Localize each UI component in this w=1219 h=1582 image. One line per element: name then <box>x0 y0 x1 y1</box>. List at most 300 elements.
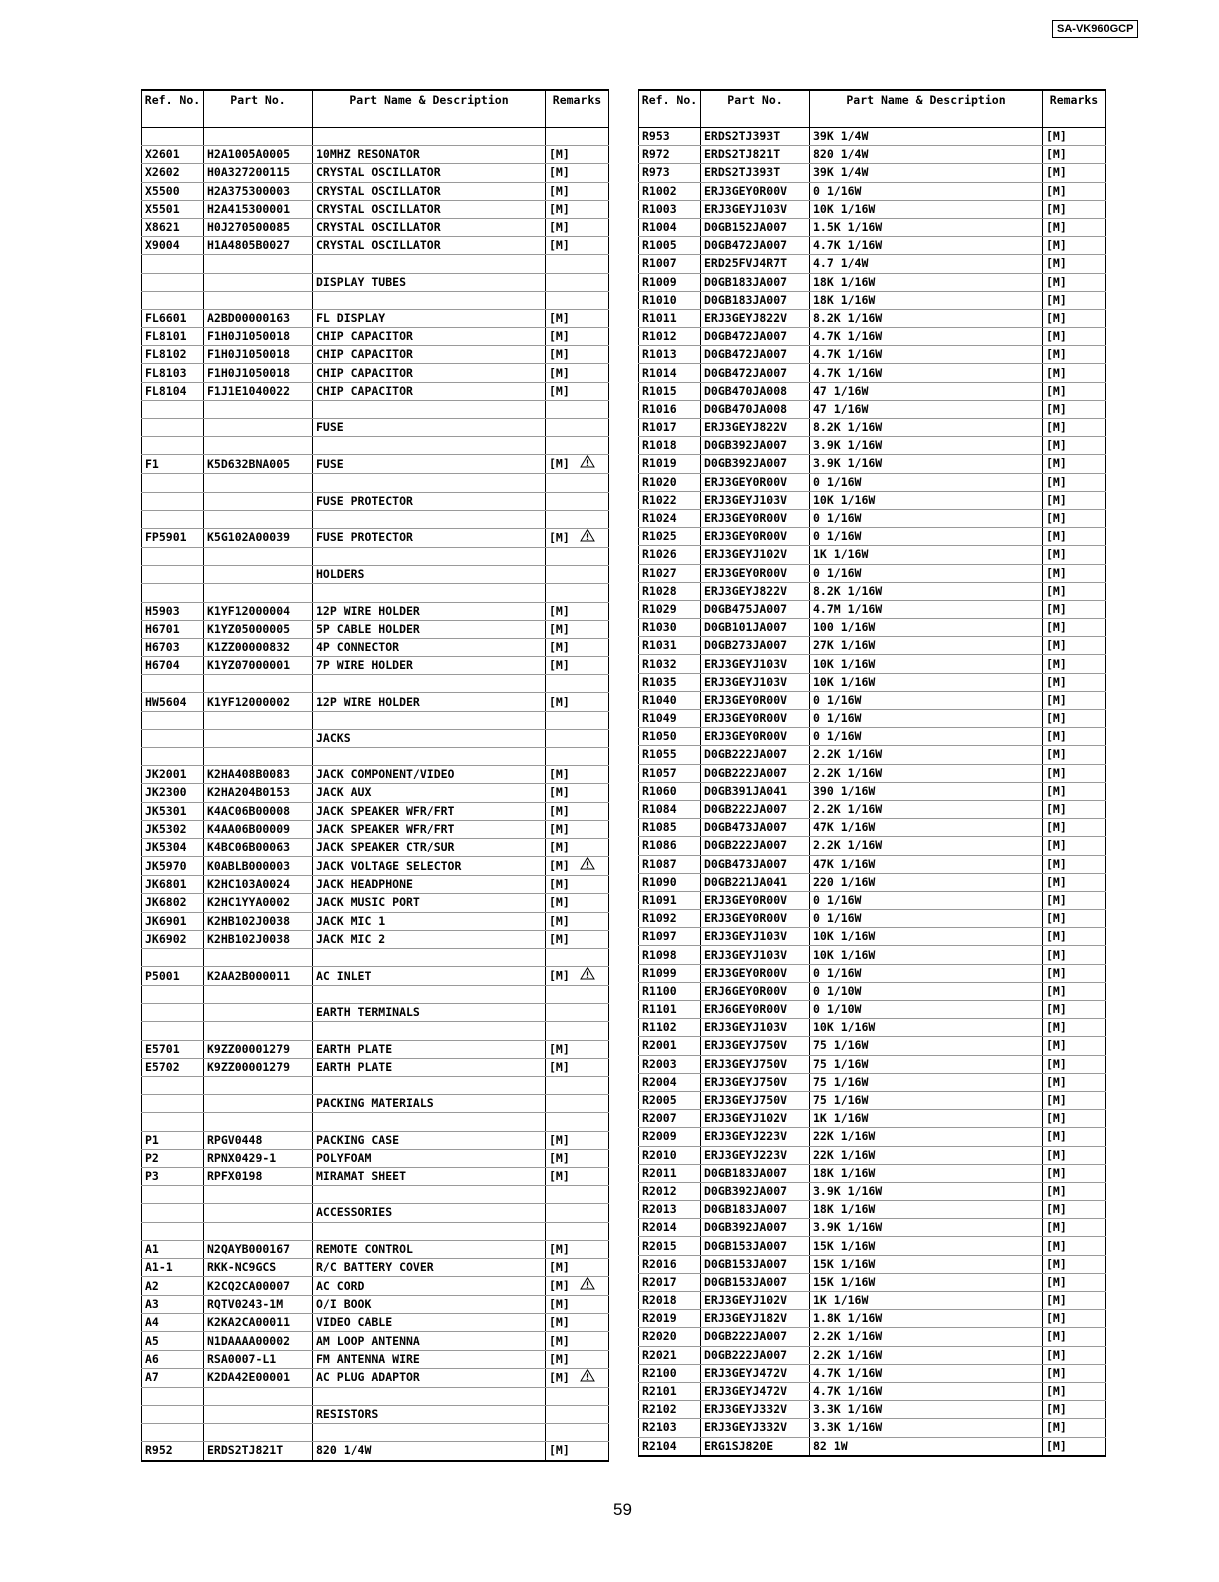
cell-description <box>810 473 1043 491</box>
cell-description <box>313 838 546 856</box>
cell-remarks-text: [M] <box>1046 529 1067 544</box>
table-row <box>142 1424 609 1442</box>
cell-description-text: 27K 1/16W <box>813 638 876 653</box>
cell-part-no <box>701 1001 810 1019</box>
table-row <box>142 876 609 894</box>
cell-part-no <box>204 566 313 584</box>
cell-description-text: 390 1/16W <box>813 783 876 798</box>
cell-description <box>313 182 546 200</box>
cell-remarks-text: [M] <box>1046 983 1067 998</box>
cell-remarks-text: [M] <box>1046 238 1067 253</box>
cell-part-no <box>701 419 810 437</box>
table-row <box>142 986 609 1004</box>
cell-ref <box>142 711 204 729</box>
cell-description-text: PACKING CASE <box>316 1132 400 1147</box>
cell-part-no <box>701 346 810 364</box>
cell-ref-text: R1026 <box>642 547 677 562</box>
header-remarks: Remarks <box>1043 90 1106 128</box>
table-row <box>639 619 1106 637</box>
cell-part-no-text: H2A415300001 <box>207 201 291 216</box>
cell-description-text: 820 1/4W <box>813 147 869 162</box>
cell-ref <box>639 1364 701 1382</box>
cell-part-no <box>204 1258 313 1276</box>
cell-part-no <box>204 766 313 784</box>
table-header-row <box>142 90 609 128</box>
cell-description-text: 4.7M 1/16W <box>813 601 883 616</box>
cell-remarks <box>546 930 609 948</box>
table-row <box>639 819 1106 837</box>
cell-ref <box>639 1382 701 1400</box>
cell-ref-text: FL8103 <box>145 365 187 380</box>
cell-description-text: 75 1/16W <box>813 1074 869 1089</box>
cell-description <box>810 728 1043 746</box>
cell-part-no <box>701 837 810 855</box>
cell-part-no-text: D0GB475JA007 <box>704 601 788 616</box>
cell-description <box>313 1113 546 1131</box>
cell-remarks <box>546 1058 609 1076</box>
cell-part-no-text: ERJ3GEYJ102V <box>704 547 788 562</box>
cell-remarks <box>546 602 609 620</box>
cell-ref <box>639 1346 701 1364</box>
cell-remarks <box>1043 800 1106 818</box>
table-row <box>142 1131 609 1149</box>
cell-ref-text: R2007 <box>642 1111 677 1126</box>
cell-remarks <box>1043 346 1106 364</box>
cell-ref <box>142 400 204 418</box>
table-row <box>639 710 1106 728</box>
cell-description-text: EARTH PLATE <box>316 1059 393 1074</box>
cell-ref-text: R953 <box>642 129 670 144</box>
table-row <box>639 982 1106 1000</box>
cell-ref <box>639 619 701 637</box>
cell-ref <box>142 1204 204 1222</box>
cell-ref-text: R2004 <box>642 1074 677 1089</box>
cell-ref <box>639 764 701 782</box>
cell-description-text: 10K 1/16W <box>813 656 876 671</box>
cell-remarks-text: [M] <box>549 767 570 782</box>
cell-description <box>313 1149 546 1167</box>
cell-description-text: 10MHZ RESONATOR <box>316 147 420 162</box>
cell-part-no <box>701 509 810 527</box>
cell-description <box>313 146 546 164</box>
cell-remarks-text: [M] <box>549 201 570 216</box>
cell-remarks-text: [M] <box>1046 438 1067 453</box>
cell-description <box>810 1273 1043 1291</box>
cell-description-text: FUSE <box>316 420 344 435</box>
cell-ref <box>142 328 204 346</box>
cell-remarks <box>1043 928 1106 946</box>
cell-ref-text: R1029 <box>642 601 677 616</box>
cell-remarks <box>546 620 609 638</box>
cell-remarks <box>546 1332 609 1350</box>
cell-description-text: 10K 1/16W <box>813 492 876 507</box>
cell-remarks <box>546 547 609 565</box>
table-row <box>639 1255 1106 1273</box>
cell-remarks-text: [M] <box>1046 220 1067 235</box>
cell-remarks-text: [M] <box>1046 565 1067 580</box>
cell-description <box>313 364 546 382</box>
table-row <box>142 1077 609 1095</box>
cell-remarks-text: [M] <box>1046 456 1067 471</box>
cell-remarks-text: [M] <box>1046 274 1067 289</box>
cell-part-no-text: ERJ3GEY0R00V <box>704 474 788 489</box>
cell-ref-text: R1101 <box>642 1002 677 1017</box>
cell-remarks-text: [M] <box>549 530 570 545</box>
table-row <box>142 802 609 820</box>
cell-remarks <box>1043 237 1106 255</box>
cell-part-no-text: RPGV0448 <box>207 1132 263 1147</box>
cell-ref <box>142 1296 204 1314</box>
cell-part-no-text: D0GB470JA008 <box>704 401 788 416</box>
cell-remarks-text: [M] <box>549 1132 570 1147</box>
cell-ref-text: R1019 <box>642 456 677 471</box>
cell-ref-text: R2005 <box>642 1093 677 1108</box>
cell-description-text: 0 1/16W <box>813 892 862 907</box>
cell-ref <box>639 473 701 491</box>
cell-ref-text: A5 <box>145 1333 159 1348</box>
cell-part-no <box>701 473 810 491</box>
cell-remarks <box>546 1095 609 1113</box>
cell-part-no-text: D0GB183JA007 <box>704 1202 788 1217</box>
cell-remarks-text: [M] <box>1046 511 1067 526</box>
table-row <box>639 891 1106 909</box>
cell-description <box>313 711 546 729</box>
cell-part-no-text: K2DA42E00001 <box>207 1370 291 1385</box>
cell-remarks <box>1043 128 1106 146</box>
cell-remarks-text: [M] <box>1046 729 1067 744</box>
cell-description <box>313 1406 546 1424</box>
cell-remarks-text: [M] <box>1046 656 1067 671</box>
cell-ref-text: R2017 <box>642 1274 677 1289</box>
cell-ref <box>142 1113 204 1131</box>
cell-part-no <box>204 1149 313 1167</box>
cell-ref <box>142 1332 204 1350</box>
cell-ref-text: R1009 <box>642 274 677 289</box>
cell-part-no <box>204 1204 313 1222</box>
table-row <box>639 528 1106 546</box>
table-row <box>639 419 1106 437</box>
cell-part-no-text: D0GB391JA041 <box>704 783 788 798</box>
cell-description-text: 3.3K 1/16W <box>813 1420 883 1435</box>
cell-description <box>313 967 546 986</box>
cell-part-no-text: ERDS2TJ393T <box>704 165 781 180</box>
cell-description-text: CRYSTAL OSCILLATOR <box>316 165 441 180</box>
cell-description-text: CRYSTAL OSCILLATOR <box>316 220 441 235</box>
cell-description <box>810 455 1043 473</box>
cell-remarks <box>546 1204 609 1222</box>
cell-remarks <box>1043 273 1106 291</box>
cell-description-text: 10K 1/16W <box>813 947 876 962</box>
cell-ref-text: R1099 <box>642 965 677 980</box>
cell-description-text: 1K 1/16W <box>813 1293 869 1308</box>
cell-ref-text: R1092 <box>642 911 677 926</box>
cell-part-no-text: K4AC06B00008 <box>207 803 291 818</box>
table-row <box>142 1258 609 1276</box>
cell-remarks <box>546 948 609 966</box>
cell-part-no-text: ERJ3GEYJ750V <box>704 1038 788 1053</box>
cell-remarks <box>1043 255 1106 273</box>
cell-part-no <box>701 1037 810 1055</box>
cell-part-no <box>204 620 313 638</box>
cell-remarks-text: [M] <box>549 147 570 162</box>
cell-part-no-text: ERD25FVJ4R7T <box>704 256 788 271</box>
cell-ref-text: R1014 <box>642 365 677 380</box>
cell-ref <box>639 655 701 673</box>
cell-ref <box>142 364 204 382</box>
cell-ref-text: R1087 <box>642 856 677 871</box>
cell-ref-text: H5903 <box>145 603 180 618</box>
table-row <box>639 509 1106 527</box>
table-row <box>142 1442 609 1461</box>
cell-remarks <box>1043 1401 1106 1419</box>
table-row <box>639 255 1106 273</box>
cell-ref <box>142 1240 204 1258</box>
table-row <box>639 400 1106 418</box>
cell-ref <box>142 638 204 656</box>
cell-part-no <box>701 1237 810 1255</box>
cell-description-text: CHIP CAPACITOR <box>316 329 413 344</box>
cell-description-text: 3.9K 1/16W <box>813 456 883 471</box>
cell-description-text: 10K 1/16W <box>813 674 876 689</box>
table-row <box>142 492 609 510</box>
cell-description-text: 2.2K 1/16W <box>813 747 883 762</box>
cell-description-text: 2.2K 1/16W <box>813 1347 883 1362</box>
safety-warning-icon <box>580 1277 595 1295</box>
cell-description <box>313 876 546 894</box>
cell-ref <box>639 255 701 273</box>
table-row <box>639 655 1106 673</box>
cell-part-no-text: ERJ3GEYJ750V <box>704 1056 788 1071</box>
table-row <box>142 128 609 146</box>
cell-ref <box>639 1037 701 1055</box>
table-row <box>639 964 1106 982</box>
cell-remarks <box>1043 1073 1106 1091</box>
cell-remarks <box>546 510 609 528</box>
cell-remarks-text: [M] <box>549 1059 570 1074</box>
cell-remarks <box>546 1222 609 1240</box>
cell-remarks-text: [M] <box>549 329 570 344</box>
cell-part-no <box>701 328 810 346</box>
cell-ref <box>639 800 701 818</box>
table-row <box>142 620 609 638</box>
header-part-no: Part No. <box>701 90 810 128</box>
cell-remarks <box>1043 1219 1106 1237</box>
cell-description <box>313 1277 546 1296</box>
cell-description <box>313 1424 546 1442</box>
cell-remarks <box>1043 600 1106 618</box>
table-row <box>142 638 609 656</box>
cell-remarks-text: [M] <box>1046 1002 1067 1017</box>
table-row <box>142 912 609 930</box>
cell-remarks-text: [M] <box>549 658 570 673</box>
cell-ref-text: R1060 <box>642 783 677 798</box>
cell-ref <box>639 146 701 164</box>
table-row <box>142 510 609 528</box>
cell-description-text: JACK MIC 2 <box>316 931 386 946</box>
cell-ref <box>639 891 701 909</box>
cell-ref-text: R1028 <box>642 583 677 598</box>
cell-part-no-text: ERJ3GEY0R00V <box>704 892 788 907</box>
cell-ref-text: R2015 <box>642 1238 677 1253</box>
cell-ref-text: E5701 <box>145 1041 180 1056</box>
cell-part-no-text: ERJ3GEY0R00V <box>704 529 788 544</box>
cell-ref-text: A3 <box>145 1297 159 1312</box>
cell-ref <box>639 691 701 709</box>
cell-part-no-text: ERJ3GEYJ223V <box>704 1147 788 1162</box>
cell-description-text: MIRAMAT SHEET <box>316 1169 407 1184</box>
table-row <box>639 1310 1106 1328</box>
table-row <box>639 364 1106 382</box>
cell-description <box>810 1328 1043 1346</box>
cell-part-no-text: K1YZ05000005 <box>207 621 291 636</box>
cell-part-no <box>204 711 313 729</box>
cell-ref-text: HW5604 <box>145 694 187 709</box>
cell-description <box>810 291 1043 309</box>
cell-part-no <box>204 602 313 620</box>
cell-description <box>313 128 546 146</box>
table-row <box>142 364 609 382</box>
cell-remarks-text: [M] <box>1046 1111 1067 1126</box>
table-row <box>639 291 1106 309</box>
cell-remarks-text: [M] <box>549 1041 570 1056</box>
cell-ref <box>142 382 204 400</box>
table-row <box>639 582 1106 600</box>
cell-description <box>313 1258 546 1276</box>
cell-description-text: 12P WIRE HOLDER <box>316 603 420 618</box>
cell-description <box>810 273 1043 291</box>
cell-part-no-text: ERJ3GEYJ102V <box>704 1111 788 1126</box>
cell-part-no <box>701 1310 810 1328</box>
cell-ref-text: R1012 <box>642 329 677 344</box>
table-row <box>639 691 1106 709</box>
cell-description <box>313 1022 546 1040</box>
cell-part-no-text: ERJ3GEYJ103V <box>704 929 788 944</box>
cell-description <box>313 1240 546 1258</box>
cell-description-text: 2.2K 1/16W <box>813 838 883 853</box>
cell-description-text: CRYSTAL OSCILLATOR <box>316 201 441 216</box>
cell-part-no <box>701 1219 810 1237</box>
cell-ref <box>639 1255 701 1273</box>
cell-ref <box>142 566 204 584</box>
cell-remarks <box>1043 400 1106 418</box>
cell-ref <box>639 564 701 582</box>
cell-ref <box>639 837 701 855</box>
cell-part-no <box>204 364 313 382</box>
cell-part-no <box>204 1113 313 1131</box>
cell-part-no <box>204 492 313 510</box>
cell-description-text: 82 1W <box>813 1438 848 1453</box>
cell-description <box>313 1296 546 1314</box>
cell-description-text: JACK VOLTAGE SELECTOR <box>316 858 462 873</box>
cell-ref <box>142 437 204 455</box>
cell-description-text: 3.9K 1/16W <box>813 1220 883 1235</box>
cell-ref <box>142 1149 204 1167</box>
cell-description-text: CRYSTAL OSCILLATOR <box>316 238 441 253</box>
cell-part-no-text: K2HA408B0083 <box>207 767 291 782</box>
cell-part-no-text: F1J1E1040022 <box>207 383 291 398</box>
cell-ref-text: R1090 <box>642 874 677 889</box>
table-row <box>639 1437 1106 1456</box>
table-row <box>142 1277 609 1296</box>
cell-description-text: FUSE <box>316 456 344 471</box>
cell-ref <box>639 309 701 327</box>
table-row <box>142 146 609 164</box>
cell-part-no-text: K5D632BNA005 <box>207 456 291 471</box>
cell-description-text: 18K 1/16W <box>813 1202 876 1217</box>
table-row <box>142 237 609 255</box>
cell-part-no <box>204 1131 313 1149</box>
cell-part-no <box>204 273 313 291</box>
cell-remarks-text: [M] <box>549 365 570 380</box>
cell-part-no <box>701 1401 810 1419</box>
cell-remarks-text: [M] <box>549 1150 570 1165</box>
cell-remarks <box>1043 419 1106 437</box>
cell-part-no <box>204 729 313 747</box>
cell-description-text: FM ANTENNA WIRE <box>316 1351 420 1366</box>
table-row <box>142 164 609 182</box>
cell-description-text: 15K 1/16W <box>813 1238 876 1253</box>
cell-part-no <box>204 1004 313 1022</box>
cell-remarks <box>1043 309 1106 327</box>
cell-description <box>313 766 546 784</box>
table-row <box>639 600 1106 618</box>
table-row <box>142 474 609 492</box>
cell-part-no-text: H0A327200115 <box>207 165 291 180</box>
cell-remarks-text: [M] <box>549 1370 570 1385</box>
cell-description-text: 0 1/16W <box>813 729 862 744</box>
parts-table-left-body <box>142 128 609 1461</box>
cell-part-no <box>204 748 313 766</box>
cell-description-text: O/I BOOK <box>316 1297 372 1312</box>
cell-part-no-text: D0GB153JA007 <box>704 1238 788 1253</box>
table-row <box>142 766 609 784</box>
cell-description <box>810 1128 1043 1146</box>
cell-part-no <box>701 691 810 709</box>
table-row <box>142 382 609 400</box>
cell-part-no-text: ERJ3GEYJ182V <box>704 1311 788 1326</box>
cell-remarks-text: [M] <box>1046 1165 1067 1180</box>
cell-remarks-text: [M] <box>1046 929 1067 944</box>
cell-ref <box>142 1095 204 1113</box>
cell-ref-text: R2009 <box>642 1129 677 1144</box>
cell-part-no-text: ERJ6GEY0R00V <box>704 983 788 998</box>
cell-ref <box>142 948 204 966</box>
cell-ref-text: P3 <box>145 1169 159 1184</box>
cell-part-no <box>701 764 810 782</box>
cell-remarks-text: [M] <box>1046 1347 1067 1362</box>
cell-ref <box>142 675 204 693</box>
cell-ref <box>639 855 701 873</box>
cell-part-no <box>204 838 313 856</box>
cell-remarks <box>1043 200 1106 218</box>
cell-ref <box>639 673 701 691</box>
cell-ref <box>142 237 204 255</box>
cell-description <box>313 638 546 656</box>
cell-ref <box>639 710 701 728</box>
cell-ref <box>639 1437 701 1456</box>
cell-description-text: 2.2K 1/16W <box>813 1329 883 1344</box>
table-row <box>142 894 609 912</box>
cell-description <box>313 784 546 802</box>
cell-remarks <box>546 838 609 856</box>
table-row <box>639 910 1106 928</box>
cell-part-no <box>701 1110 810 1128</box>
table-row <box>639 1110 1106 1128</box>
cell-description <box>313 657 546 675</box>
cell-remarks <box>1043 837 1106 855</box>
cell-ref <box>639 364 701 382</box>
cell-part-no <box>701 1273 810 1291</box>
